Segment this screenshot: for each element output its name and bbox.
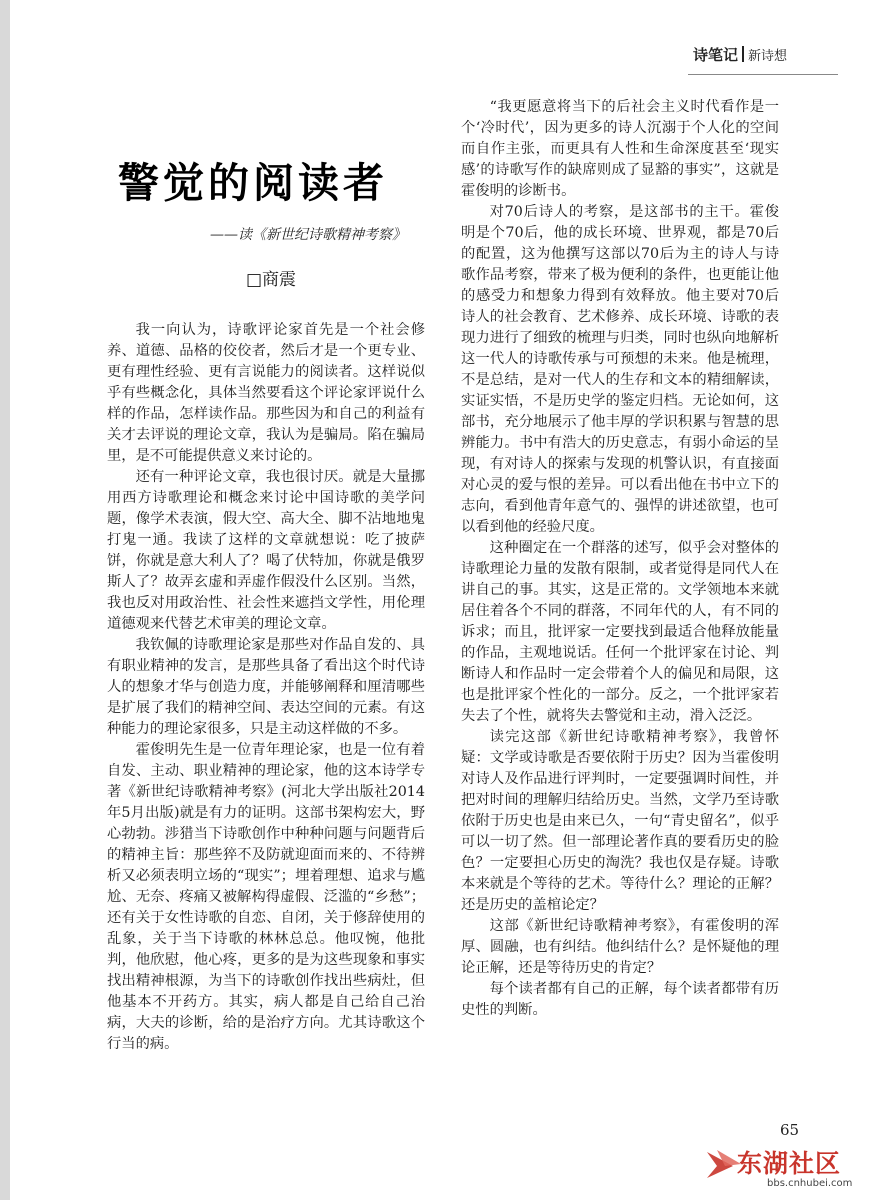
header-divider (742, 46, 744, 62)
paragraph: 这种圈定在一个群落的述写，似乎会对整体的诗歌理论力量的发散有限制，或者觉得是同代人在讲自己的事。其实，这是正常的。文学领地本来就居住着各个不同的群落，不同年代的人，有不同的诉求；而且，批评家一定要找到最适合他释放能量的作品，主观地说话。任何一个批评家在讨论、判断诗人和作品时一定会带着个人的偏见和局限，这也是批评家个性化的一部分。反之，一个批评家若失去了个性，就将失去警觉和主动，滑入泛泛。 (461, 540, 779, 724)
right-column (461, 97, 779, 1021)
paragraph: 读完这部《新世纪诗歌精神考察》，我曾怀疑：文学或诗歌是否要依附于历史？因为当霍俊明对诗人及作品进行评判时，一定要强调时间性，并把对时间的理解归结给历史。当然，文学乃至诗歌依附于历史也是由来已久，一句“青史留名”，似乎可以一切了然。但一部理论著作真的要看历史的脸色？一定要担心历史的淘洗？我也仅是存疑。诗歌本来就是个等待的艺术。等待什么？理论的正解？还是历史的盖棺论定？ (461, 729, 779, 913)
paragraph: 对70后诗人的考察，是这部书的主干。霍俊明是个70后，他的成长环境、世界观，都是70后的配置，这为他撰写这部以70后为主的诗人与诗歌作品考察，带来了极为便利的条件，也更能让他的感受力和想象力得到有效释放。他主要对70后诗人的社会教育、艺术修养、成长环境、诗歌的表现力进行了细致的梳理与归类，同时也纵向地解析这一代人的诗歌传承与可预想的未来。他是梳理，不是总结，是对一代人的生存和文本的精细解读，实证实悟，不是历史学的鉴定归档。无论如何，这部书，充分地展示了他丰厚的学识积累与智慧的思辨能力。书中有浩大的历史意志，有弱小命运的呈现，有对诗人的探索与发现的机警认识，有直接面对心灵的爱与恨的差异。可以看出他在书中立下的志向，看到他青年意气的、强悍的讲述欲望，也可以看到他的经验尺度。 (461, 204, 779, 535)
subsection-label: 新诗想 (748, 49, 788, 64)
left-column (107, 320, 425, 1055)
watermark-brand: 东湖社区 (737, 1149, 842, 1178)
paragraph: 我一向认为，诗歌评论家首先是一个社会修养、道德、品格的佼佼者，然后才是一个更专业、更有理性经验、更有言说能力的阅读者。这样说似乎有些概念化，具体当然要看这个评论家评说什么样的作品，怎样读作品。那些因为和自己的利益有关才去评说的理论文章，我认为是骗局。陷在骗局里，是不可能提供意义来讨论的。 (107, 322, 425, 464)
article-title: 警觉的阅读者 (118, 159, 388, 207)
section-header (693, 44, 833, 66)
page-number: 65 (780, 1121, 800, 1139)
header-rule (688, 74, 838, 75)
article-author: □商震 (246, 270, 297, 290)
page-edge-shadow (0, 0, 10, 1200)
site-watermark (703, 1140, 873, 1196)
paragraph: “我更愿意将当下的后社会主义时代看作是一个‘冷时代’，因为更多的诗人沉溺于个人化的空间而自作主张，而更具有人性和生命深度甚至‘现实感’的诗歌写作的缺席则成了显豁的事实”，这就是霍俊明的诊断书。 (461, 99, 779, 199)
section-label: 诗笔记 (693, 46, 739, 64)
paragraph: 我钦佩的诗歌理论家是那些对作品自发的、具有职业精神的发言，是那些具备了看出这个时代诗人的想象才华与创造力度，并能够阐释和厘清哪些是扩展了我们的精神空间、表达空间的元素。有这种能力的理论家很多，只是主动这样做的不多。 (107, 637, 425, 737)
article-subtitle: ——读《新世纪诗歌精神考察》 (210, 227, 406, 243)
paragraph: 每个读者都有自己的正解，每个读者都带有历史性的判断。 (461, 981, 779, 1018)
paragraph: 霍俊明先生是一位青年理论家，也是一位有着自发、主动、职业精神的理论家，他的这本诗学专著《新世纪诗歌精神考察》(河北大学出版社2014年5月出版)就是有力的证明。这部书架构宏大，野心勃勃。涉猎当下诗歌创作中种种问题与问题背后的精神主旨：那些猝不及防就迎面而来的、不待辨析又必须表明立场的“现实”；埋着理想、追求与尴尬、无奈、疼痛又被解构得虚假、泛滥的“乡愁”；还有关于女性诗歌的自恋、自闭，关于修辞使用的乱象，关于当下诗歌的林林总总。他叹惋，他批判，他欣慰，他心疼，更多的是为这些现象和事实找出精神根源，为当下的诗歌创作找出些病灶，但他基本不开药方。其实，病人都是自己给自己治病，大夫的诊断，给的是治疗方向。尤其诗歌这个行当的病。 (107, 742, 425, 1052)
paragraph: 还有一种评论文章，我也很讨厌。就是大量挪用西方诗歌理论和概念来讨论中国诗歌的美学问题，像学术表演，假大空、高大全、脚不沾地地鬼打鬼一通。我读了这样的文章就想说：吃了披萨饼，你就是意大利人了？喝了伏特加，你就是俄罗斯人了？故弄玄虚和弄虚作假没什么区别。当然，我也反对用政治性、社会性来遮挡文学性，用伦理道德观来代替艺术审美的理论文章。 (107, 469, 425, 632)
paragraph: 这部《新世纪诗歌精神考察》，有霍俊明的浑厚、圆融，也有纠结。他纠结什么？是怀疑他的理论正解，还是等待历史的肯定？ (461, 918, 779, 976)
watermark-url: bbs.cnhubei.com (767, 1178, 853, 1189)
